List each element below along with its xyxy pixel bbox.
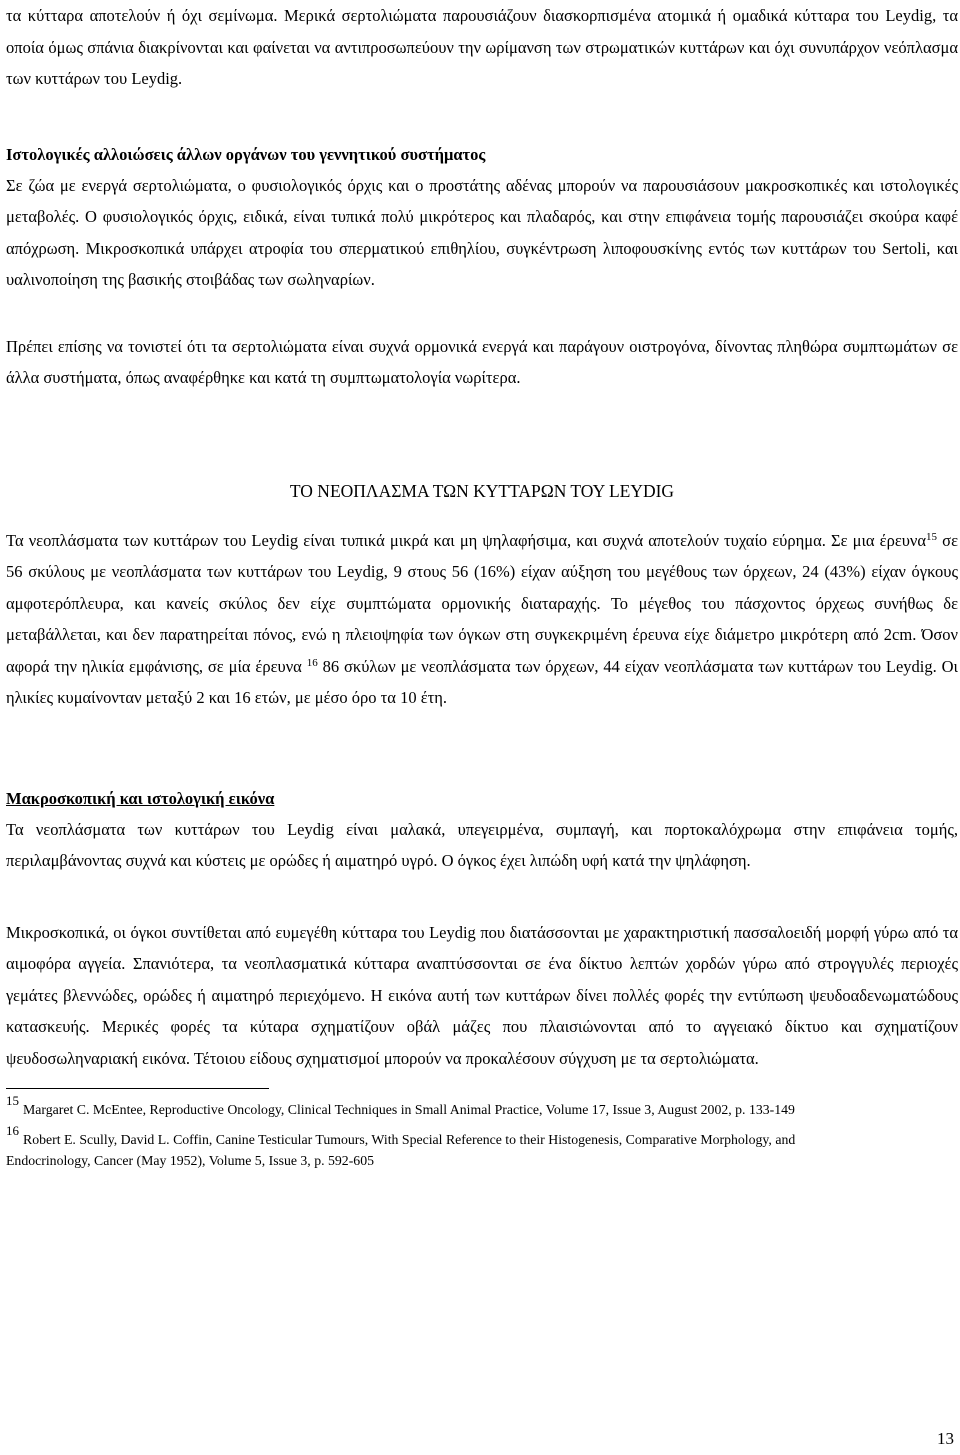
other-organs-paragraph: Σε ζώα με ενεργά σερτολιώματα, ο φυσιολογικός όρχις και ο προστάτης αδένας μπορούν να παρουσιάσουν μακροσκοπικές και ιστολογικές μεταβολές. Ο φυσιολογικός όρχις, ειδικά, είναι τυπικά πολύ μικρότερος και πλαδαρός, και στην επιφάνεια τομής παρουσιάζει σκούρα καφέ απόχρωση. Μικροσκοπικά υπάρχει ατροφία του σπερματικού επιθηλίου, συγκέντρωση λιποφουσκίνης εντός των κυττάρων του Sertoli, και υαλινοποίηση της βασικής στοιβάδας των σωληναρίων. xyxy=(6,175,958,289)
other-organs-heading: Ιστολογικές αλλοιώσεις άλλων οργάνων του γεννητικού συστήματος xyxy=(6,144,486,164)
macro-paragraph: Τα νεοπλάσματα των κυττάρων του Leydig είναι μαλακά, υπεγειρμένα, συμπαγή, και πορτοκαλόχρωμα στην επιφάνεια τομής, περιλαμβάνοντας συχνά και κύστεις με ορώδες ή αιματηρό υγρό. Ο όγκος έχει λιπώδη υφή κατά την ψηλάφηση. xyxy=(6,819,958,870)
leydig-paragraph xyxy=(6,525,958,714)
spacer xyxy=(6,507,958,525)
macro-heading: Μακροσκοπική και ιστολογική εικόνα xyxy=(6,788,275,808)
footnote-16 xyxy=(6,1123,958,1151)
footnote-text: Robert E. Scully, David L. Coffin, Canine Testicular Tumours, With Special Reference to their Histogenesis, Comparative Morphology, and xyxy=(23,1132,796,1147)
leydig-text-part3: 86 σκύλων με νεοπλάσματα των όρχεων, 44 είχαν νεοπλάσματα των κυττάρων του Leydig. Οι ηλικίες κυμαίνονταν μεταξύ 2 και 16 ετών, με μέσο όρο τα 10 έτη. xyxy=(6,656,958,707)
leydig-section-title: ΤΟ ΝΕΟΠΛΑΣΜΑ ΤΩΝ ΚΥΤΤΑΡΩΝ ΤΟΥ LEYDIG xyxy=(289,480,675,501)
document-page xyxy=(6,0,958,1171)
spacer xyxy=(6,95,958,139)
spacer xyxy=(6,394,958,476)
footnote-number: 16 xyxy=(6,1123,19,1138)
intro-paragraph: τα κύτταρα αποτελούν ή όχι σεμίνωμα. Μερικά σερτολιώματα παρουσιάζουν διασκορπισμένα ατομικά ή ομαδικά κύτταρα του Leydig, τα οποία όμως σπάνια διακρίνονται και φαίνεται να αντιπροσωπεύουν την ωρίμανση των στρωματικών κυττάρων και όχι συνυπάρχον νεόπλασμα των κυττάρων του Leydig. xyxy=(6,6,958,88)
footnote-separator xyxy=(6,1088,269,1089)
spacer xyxy=(6,1121,958,1129)
footnote-16-continuation: Endocrinology, Cancer (May 1952), Volume 5, Issue 3, p. 592-605 xyxy=(6,1153,374,1168)
leydig-text-part1: Τα νεοπλάσματα των κυττάρων του Leydig είναι τυπικά μικρά και μη ψηλαφήσιμα, και συχνά αποτελούν τυχαίο εύρημα. Σε μια έρευνα xyxy=(6,530,927,550)
leydig-text-part2: σε 56 σκύλους με νεοπλάσματα των κυττάρων του Leydig, 9 στους 56 (16%) είχαν αύξηση του μεγέθους των όρχεων, 24 (43%) είχαν όγκους αμφοτερόπλευρα, και κανείς σκύλος δεν είχε συμπτώματα ορμονικής διαταραχής. Το μέγεθος του πάσχοντος όρχεως συνήθως δε μεταβάλλεται, και δεν παρατηρείται πόνος, ενώ η πλειοψηφία των όγκων στη συγκεκριμένη έρευνα είχε διάμετρο μικρότερη από 2cm. Όσον αφορά την ηλικία εμφάνισης, σε μία έρευνα xyxy=(6,530,958,676)
spacer xyxy=(6,714,958,783)
footnote-number: 15 xyxy=(6,1093,19,1108)
footnote-ref-16[interactable]: 16 xyxy=(306,656,318,669)
footnote-15 xyxy=(6,1093,958,1121)
spacer xyxy=(6,296,958,331)
spacer xyxy=(6,877,958,917)
footnote-ref-15[interactable]: 15 xyxy=(926,530,938,543)
micro-paragraph: Μικροσκοπικά, οι όγκοι συντίθεται από ευμεγέθη κύτταρα του Leydig που διατάσσονται με χαρακτηριστική πασσαλοειδή μορφή γύρω από τα αιμοφόρα αγγεία. Σπανιότερα, τα νεοπλασματικά κύτταρα αναπτύσσονται σε ένα δίκτυο λεπτών χορδών γύρω από στρογγυλές περιοχές γεμάτες βλεννώδες, ορώδες ή αιματηρό περιεχόμενο. Η εικόνα αυτή των κυττάρων δίνει πολλές φορές την εντύπωση ψευδοαδενωματώδους κατασκευής. Μερικές φορές τα κύταρα σχηματίζουν οβάλ μάζες που πλαισιώνονται από το αγγειακό δίκτυο και σχηματίζουν ψευδοσωληναριακή εικόνα. Τέτοιου είδους σχηματισμοί μπορούν να προκαλέσουν σύγχυση με τα σερτολιώματα. xyxy=(6,922,958,1068)
page-number: 13 xyxy=(937,1429,954,1448)
hormonal-paragraph: Πρέπει επίσης να τονιστεί ότι τα σερτολιώματα είναι συχνά ορμονικά ενεργά και παράγουν οιστρογόνα, δίνοντας πληθώρα συμπτωμάτων σε άλλα συστήματα, όπως αναφέρθηκε και κατά τη συμπτωματολογία νωρίτερα. xyxy=(6,336,958,387)
footnote-text: Margaret C. McEntee, Reproductive Oncology, Clinical Techniques in Small Animal Practice, Volume 17, Issue 3, August 2002, p. 133-149 xyxy=(23,1102,795,1117)
